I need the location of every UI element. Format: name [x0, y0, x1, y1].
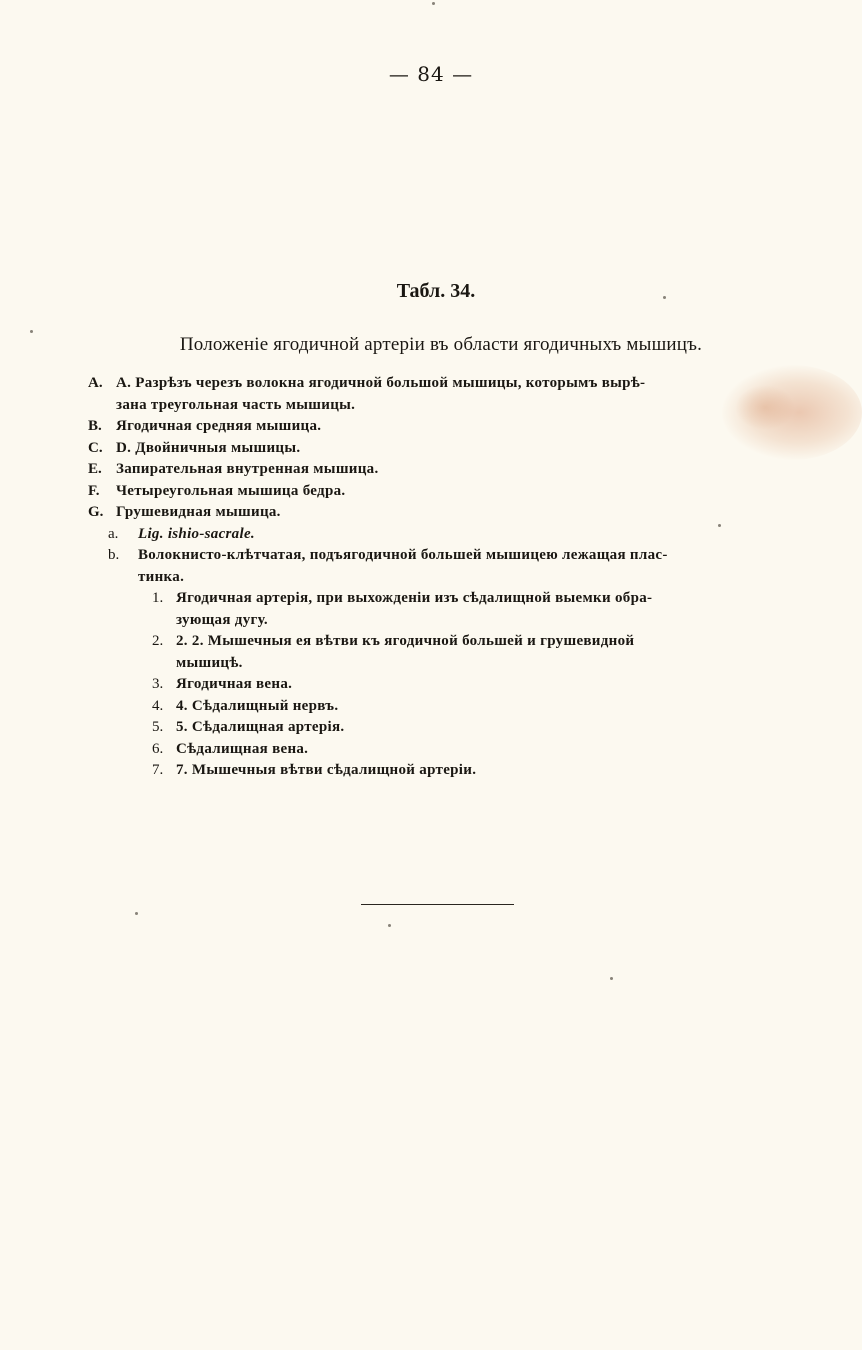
section-divider [361, 904, 514, 905]
legend-key: a. [108, 525, 119, 542]
plate-title: Табл. 34. [396, 280, 476, 302]
legend-text: Четыреугольная мышица бедра. [116, 482, 346, 499]
legend-text: Запирательная внутренная мышица. [116, 461, 379, 477]
legend-text: 5. Сѣдалищная артерія. [176, 719, 345, 735]
legend-key: G. [88, 504, 104, 520]
legend-key: C. [88, 439, 103, 456]
legend-key: 3. [152, 676, 164, 692]
legend-item-5 [88, 717, 788, 739]
legend-key: 1. [152, 590, 164, 606]
legend-text: 7. Мышечныя вѣтви сѣдалищной артеріи. [176, 762, 477, 778]
paper-speck [30, 330, 33, 333]
legend-item-b [88, 545, 788, 567]
legend-text: Грушевидная мышица. [116, 504, 281, 520]
legend-item-B [88, 416, 788, 438]
legend-item-3 [88, 674, 788, 696]
legend-key: 7. [152, 762, 164, 778]
legend-text: D. Двойничныя мышицы. [116, 439, 301, 456]
legend-item-2 [88, 631, 788, 653]
legend-key: 5. [152, 719, 164, 735]
legend-item-a [88, 524, 788, 546]
plate-heading: Положеніе ягодичной артеріи въ области ягодичныхъ мышицъ. [179, 334, 703, 355]
paper-speck [610, 977, 613, 980]
legend-text: Lig. ishio-sacrale. [138, 525, 255, 542]
legend-text: Волокнисто-клѣтчатая, подъягодичной большей мышицею лежащая плас- [138, 547, 668, 563]
legend-list [88, 373, 788, 782]
legend-key: A. [88, 375, 103, 391]
paper-speck [135, 912, 138, 915]
legend-key: E. [88, 461, 102, 477]
legend-key: F. [88, 482, 100, 499]
legend-item-6 [88, 739, 788, 761]
paper-speck [663, 296, 666, 299]
legend-text: А. Разрѣзъ черезъ волокна ягодичной большой мышицы, которымъ вырѣ- [116, 375, 646, 391]
legend-key: B. [88, 418, 102, 434]
legend-text-continued: тинка. [138, 568, 185, 585]
legend-text-continued: зана треугольная часть мышицы. [116, 396, 356, 413]
paper-speck [388, 924, 391, 927]
legend-key: 4. [152, 697, 164, 714]
legend-item-A [88, 373, 788, 395]
legend-item-F [88, 481, 788, 503]
legend-key: 2. [152, 633, 164, 649]
legend-key: b. [108, 547, 120, 563]
legend-text-continued: мышицѣ. [176, 654, 243, 671]
legend-text-continued: зующая дугу. [176, 611, 268, 628]
legend-item-G [88, 502, 788, 524]
legend-text: Сѣдалищная вена. [176, 740, 309, 757]
legend-key: 6. [152, 740, 164, 757]
legend-text: Ягодичная средняя мышица. [116, 418, 322, 434]
legend-item-1 [88, 588, 788, 610]
legend-item-7 [88, 760, 788, 782]
legend-text: Ягодичная артерія, при выхожденіи изъ сѣдалищной выемки обра- [176, 590, 653, 606]
legend-item-4 [88, 696, 788, 718]
paper-speck [718, 524, 721, 527]
page-number: — 84 — [388, 62, 474, 86]
legend-text: Ягодичная вена. [176, 676, 293, 692]
legend-item-C [88, 438, 788, 460]
legend-text: 2. 2. Мышечныя ея вѣтви къ ягодичной большей и грушевидной [176, 633, 635, 649]
paper-speck [432, 2, 435, 5]
legend-text: 4. Сѣдалищный нервъ. [176, 697, 339, 714]
legend-item-E [88, 459, 788, 481]
